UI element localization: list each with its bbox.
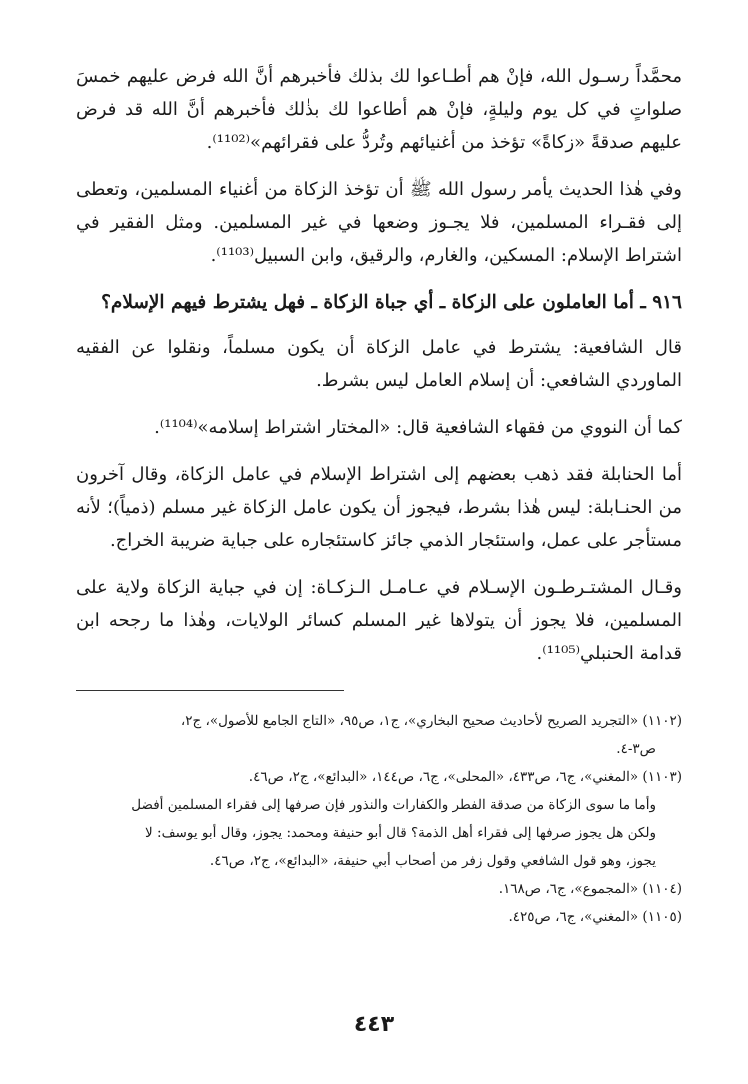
- paragraph-hadith-commentary: وفي هٰذا الحديث يأمر رسول الله ﷺ أن تؤخذ الزكاة من أغنياء المسلمين، وتعطى إلى فقـراء المسلمين، فلا يجـوز وضعها في غير المسلمين. ومثل الفقير في اشتراط الإسلام: المسكين، والغارم، والرقيق، وابن السبيل⁽¹¹⁰³⁾.: [76, 179, 682, 266]
- section-heading-916: ٩١٦ ـ أما العاملون على الزكاة ـ أي جباة الزكاة ـ فهل يشترط فيهم الإسلام؟: [101, 292, 682, 313]
- footnote-1102-continuation: ص٣-٤.: [616, 741, 656, 757]
- footnote-1104: (١١٠٤) «المجموع»، ج٦، ص١٦٨.: [498, 881, 682, 897]
- footnotes: [76, 709, 682, 930]
- footnote-1103-note-line-2: ولكن هل يجوز صرفها إلى فقراء أهل الذمة؟ قال أبو حنيفة ومحمد: يجوز، وقال أبو يوسف: لا: [145, 825, 656, 841]
- paragraph-hadith-continuation: محمَّداً رسـول الله، فإنْ هم أطـاعوا لك بذلك فأخبرهم أنَّ الله فرض عليهم خمسَ صلواتٍ في كل يوم وليلةٍ، فإنْ هم أطاعوا لك بذٰلك فأخبرهم أنَّ الله قد فرض عليهم صدقةً «زكاةً» تؤخذ من أغنيائهم وتُردُّ على فقرائهم»⁽¹¹⁰²⁾.: [76, 66, 682, 153]
- page-content: [76, 60, 682, 933]
- paragraph-hanbali-view: أما الحنابلة فقد ذهب بعضهم إلى اشتراط الإسلام في عامل الزكاة، وقال آخرون من الحنـابلة: ليس هٰذا بشرط، فيجوز أن يكون عامل الزكاة غير مسلم (ذمياً)؛ لأنه مستأجر على عمل، واستئجار الذمي جائز كاستئجاره على جباية ضريبة الخراج.: [76, 464, 682, 551]
- page-number: ٤٤٣: [353, 1012, 395, 1037]
- paragraph-conditioners-view: وقـال المشتـرطـون الإسـلام في عـامـل الـزكـاة: إن في جباية الزكاة ولاية على المسلمين، فلا يجوز أن يتولاها غير المسلم كسائر الولايات، وهٰذا ما رجحه ابن قدامة الحنبلي⁽¹¹⁰⁵⁾.: [76, 577, 682, 664]
- footnote-1105: (١١٠٥) «المغني»، ج٦، ص٤٢٥.: [508, 909, 682, 925]
- footnote-1102: (١١٠٢) «التجريد الصريح لأحاديث صحيح البخاري»، ج١، ص٩٥، «التاج الجامع للأصول»، ج٢،: [180, 713, 682, 729]
- footnote-1103-note-line-1: وأما ما سوى الزكاة من صدقة الفطر والكفارات والنذور فإن صرفها إلى فقراء المسلمين أفضل: [131, 797, 656, 813]
- footnote-divider: [76, 690, 344, 691]
- paragraph-shafii-view: قال الشافعية: يشترط في عامل الزكاة أن يكون مسلماً، ونقلوا عن الفقيه الماوردي الشافعي: أن إسلام العامل ليس بشرط.: [76, 337, 683, 391]
- footnote-1103-note-line-3: يجوز، وهو قول الشافعي وقول زفر من أصحاب أبي حنيفة، «البدائع»، ج٢، ص٤٦.: [209, 853, 656, 869]
- paragraph-nawawi-view: كما أن النووي من فقهاء الشافعية قال: «المختار اشتراط إسلامه»⁽¹¹⁰⁴⁾.: [154, 417, 682, 438]
- footnote-1103: (١١٠٣) «المغني»، ج٦، ص٤٣٣، «المحلى»، ج٦، ص١٤٤، «البدائع»، ج٢، ص٤٦.: [248, 769, 682, 785]
